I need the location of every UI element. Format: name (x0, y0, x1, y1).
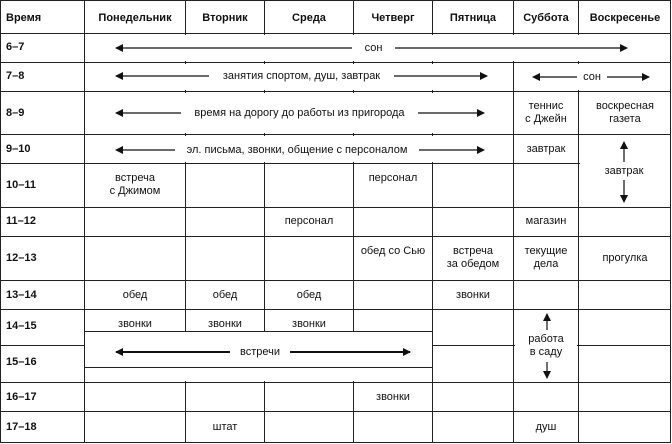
cell-sat-11: магазин (525, 215, 567, 227)
span-garden: работа в саду (528, 333, 564, 358)
time-label: 12–13 (6, 252, 37, 264)
cell-mon-14: звонки (118, 318, 152, 330)
span-meetings: встречи (239, 346, 280, 358)
cell-tue-17: штат (212, 421, 238, 433)
span-email: эл. письма, звонки, общение с персоналом (186, 144, 408, 156)
time-label: 15–16 (6, 356, 37, 368)
span-sleep-week: сон (364, 42, 383, 54)
header-tue: Вторник (202, 12, 248, 24)
cell-fri-12: встреча за обедом (446, 245, 500, 270)
cell-fri-13: звонки (456, 289, 490, 301)
time-label: 6–7 (6, 41, 25, 53)
cell-tue-14: звонки (208, 318, 242, 330)
time-label: 9–10 (6, 143, 31, 155)
header-wed: Среда (292, 12, 326, 24)
cell-wed-14: звонки (292, 318, 326, 330)
cell-sat-9: завтрак (526, 143, 566, 155)
span-commute: время на дорогу до работы из пригорода (194, 107, 405, 119)
header-time: Время (6, 12, 42, 24)
header-sat: Суббота (523, 12, 569, 24)
cell-sun-8: воскресная газета (595, 100, 655, 125)
time-label: 17–18 (6, 421, 37, 433)
span-sleep-weekend: сон (583, 71, 601, 83)
header-fri: Пятница (449, 12, 497, 24)
header-sun: Воскресенье (589, 12, 661, 24)
cell-sat-17: душ (535, 421, 557, 433)
cell-mon-13: обед (122, 289, 148, 301)
span-breakfast-sun: завтрак (604, 165, 644, 177)
time-label: 8–9 (6, 107, 25, 119)
cell-wed-13: обед (296, 289, 322, 301)
cell-mon-10: встреча с Джимом (109, 172, 161, 197)
time-label: 13–14 (6, 289, 37, 301)
cell-thu-10: персонал (368, 172, 418, 184)
header-mon: Понедельник (98, 12, 172, 24)
cell-wed-11: персонал (284, 215, 334, 227)
time-label: 16–17 (6, 391, 37, 403)
cell-thu-16: звонки (376, 391, 410, 403)
cell-tue-13: обед (212, 289, 238, 301)
span-sport: занятия спортом, душ, завтрак (222, 70, 381, 82)
cell-sat-8: теннис с Джейн (525, 100, 567, 125)
time-label: 11–12 (6, 215, 36, 227)
cell-thu-12: обед со Сью (360, 245, 426, 257)
cell-sat-12: текущие дела (524, 245, 568, 270)
time-label: 7–8 (6, 70, 25, 82)
header-thu: Четверг (371, 12, 415, 24)
time-label: 14–15 (6, 320, 37, 332)
time-label: 10–11 (6, 179, 36, 191)
cell-sun-12: прогулка (602, 252, 648, 264)
